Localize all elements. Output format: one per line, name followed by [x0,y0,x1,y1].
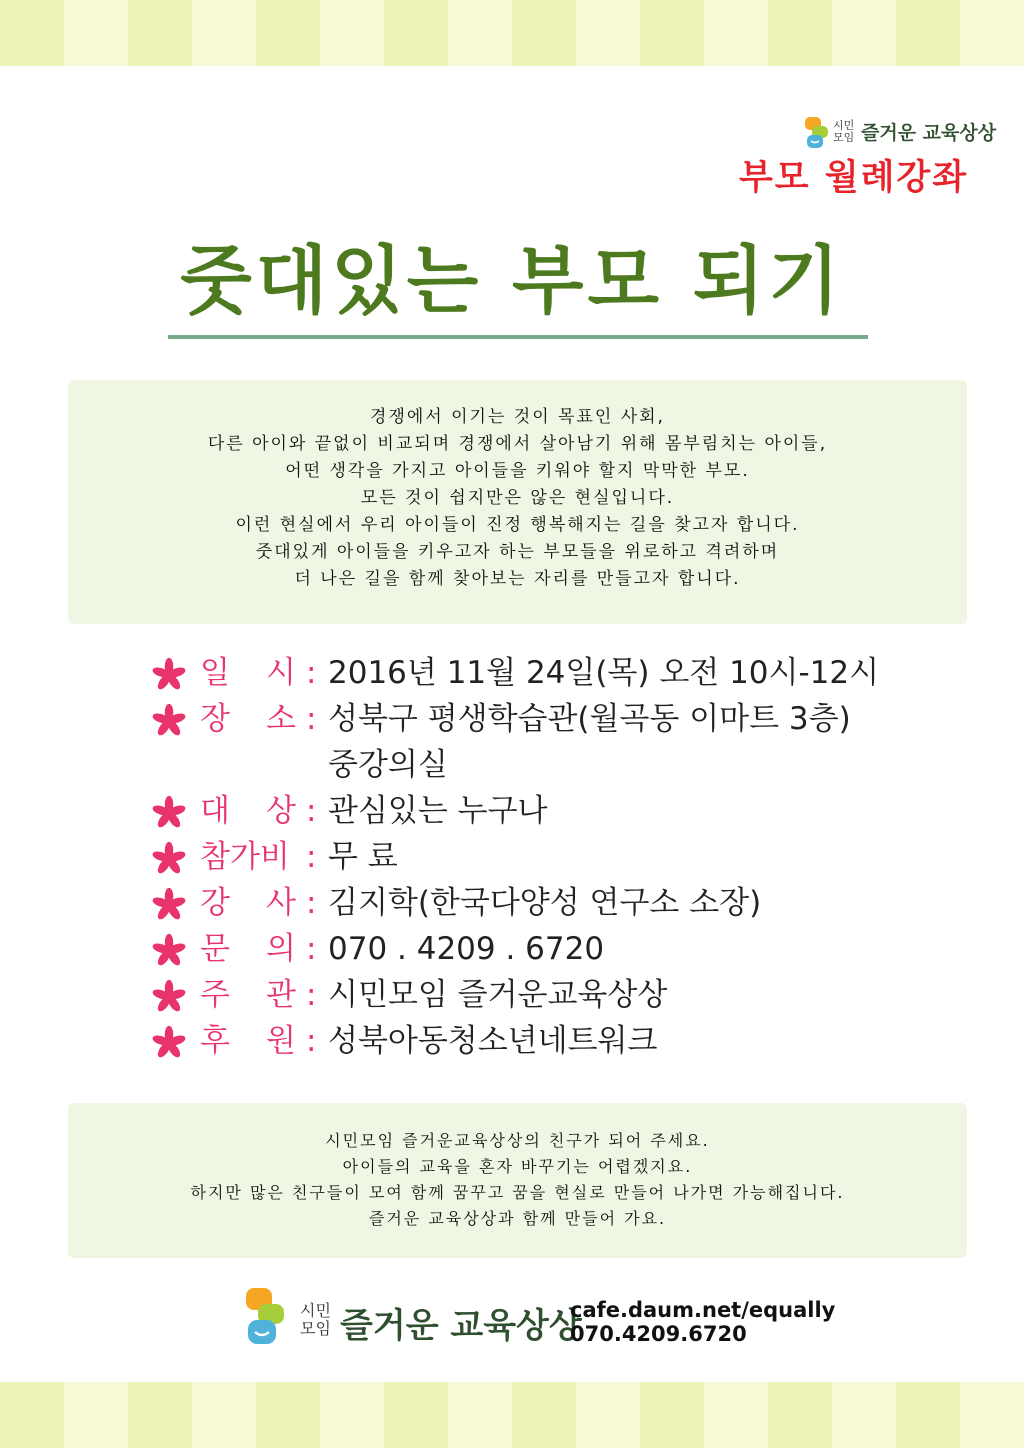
detail-label: 참가비 [200,839,290,875]
speech-bubbles-logo-icon [803,116,833,150]
footer-phone: 070.4209.6720 [570,1322,747,1346]
detail-row-place-extra [150,742,1010,788]
detail-colon: : [306,793,317,829]
detail-colon: : [306,839,317,875]
detail-colon: : [306,701,317,737]
outro-line: 시민모임 즐거운교육상상의 친구가 되어 주세요. [325,1131,710,1150]
pink-asterisk-star-icon [150,656,188,694]
detail-label: 의 [266,931,296,967]
detail-row-fee [150,834,1010,880]
intro-line: 줏대있게 아이들을 키우고자 하는 부모들을 위로하고 격려하며 [255,542,780,562]
detail-row-sponsor [150,1018,1010,1064]
event-details [150,650,1010,1064]
footer-org-prefix: 시민 모임 [300,1301,331,1338]
intro-line: 모든 것이 쉽지만은 않은 현실입니다. [360,488,675,508]
intro-box [68,380,967,624]
intro-line: 이런 현실에서 우리 아이들이 진정 행복해지는 길을 찾고자 합니다. [235,515,800,535]
detail-colon: : [306,655,317,691]
detail-value: 시민모임 즐거운교육상상 [328,977,668,1013]
intro-line: 어떤 생각을 가지고 아이들을 키워야 할지 막막한 부모. [285,461,750,481]
detail-value: 2016년 11월 24일(목) 오전 10시-12시 [328,655,880,691]
intro-line: 다른 아이와 끝없이 비교되며 경쟁에서 살아남기 위해 몸부림치는 아이들, [207,434,828,454]
detail-value: 중강의실 [328,747,448,783]
detail-colon: : [306,1023,317,1059]
detail-row-host [150,972,1010,1018]
detail-label: 소 [266,701,296,737]
detail-label: 사 [266,885,296,921]
detail-label: 대 [200,793,230,829]
footer-org-name: 즐거운 교육상상 [340,1306,582,1346]
detail-colon: : [306,885,317,921]
detail-colon: : [306,931,317,967]
detail-label: 후 [200,1023,230,1059]
page-title: 줏대있는 부모 되기 [180,238,844,324]
detail-row-place [150,696,1010,742]
detail-label: 문 [200,931,230,967]
detail-label: 주 [200,977,230,1013]
detail-label: 관 [266,977,296,1013]
detail-value: 성북구 평생학습관(월곡동 이마트 3층) [328,701,851,737]
detail-label: 시 [266,655,296,691]
pink-asterisk-star-icon [150,886,188,924]
detail-value: 관심있는 누구나 [328,793,548,829]
series-title: 부모 월례강좌 [739,158,969,198]
detail-value: 김지학(한국다양성 연구소 소장) [328,885,762,921]
title-underline [168,335,868,339]
detail-value: 무 료 [328,839,398,875]
footer-contact [570,1298,835,1346]
detail-label: 원 [266,1023,296,1059]
pink-asterisk-star-icon [150,702,188,740]
detail-value: 070 . 4209 . 6720 [328,931,605,967]
intro-line: 경쟁에서 이기는 것이 목표인 사회, [370,407,665,427]
logo-org-prefix: 시민 모임 [833,119,855,144]
top-stripe-border [0,0,1024,66]
speech-bubbles-logo-icon [244,1286,292,1350]
pink-asterisk-star-icon [150,840,188,878]
detail-colon: : [306,977,317,1013]
footer-website-link[interactable]: cafe.daum.net/equally [570,1298,836,1322]
corner-logo [735,108,1005,200]
detail-row-inquiry [150,926,1010,972]
detail-label: 상 [266,793,296,829]
outro-line: 아이들의 교육을 혼자 바꾸기는 어렵겠지요. [342,1157,693,1176]
pink-asterisk-star-icon [150,932,188,970]
detail-row-date [150,650,1010,696]
detail-label: 일 [200,655,230,691]
detail-label: 장 [200,701,230,737]
pink-asterisk-star-icon [150,794,188,832]
footer-logo [240,1284,840,1354]
detail-value: 성북아동청소년네트워크 [328,1023,658,1059]
logo-org-name: 즐거운 교육상상 [861,122,997,144]
intro-line: 더 나은 길을 함께 찾아보는 자리를 만들고자 합니다. [294,569,741,589]
outro-line: 즐거운 교육상상과 함께 만들어 가요. [368,1209,667,1228]
detail-label: 강 [200,885,230,921]
detail-row-audience [150,788,1010,834]
pink-asterisk-star-icon [150,978,188,1016]
outro-box [68,1103,967,1258]
detail-row-lecturer [150,880,1010,926]
bottom-stripe-border [0,1382,1024,1448]
outro-line: 하지만 많은 친구들이 모여 함께 꿈꾸고 꿈을 현실로 만들어 나가면 가능해집니다. [190,1183,845,1202]
pink-asterisk-star-icon [150,1024,188,1062]
